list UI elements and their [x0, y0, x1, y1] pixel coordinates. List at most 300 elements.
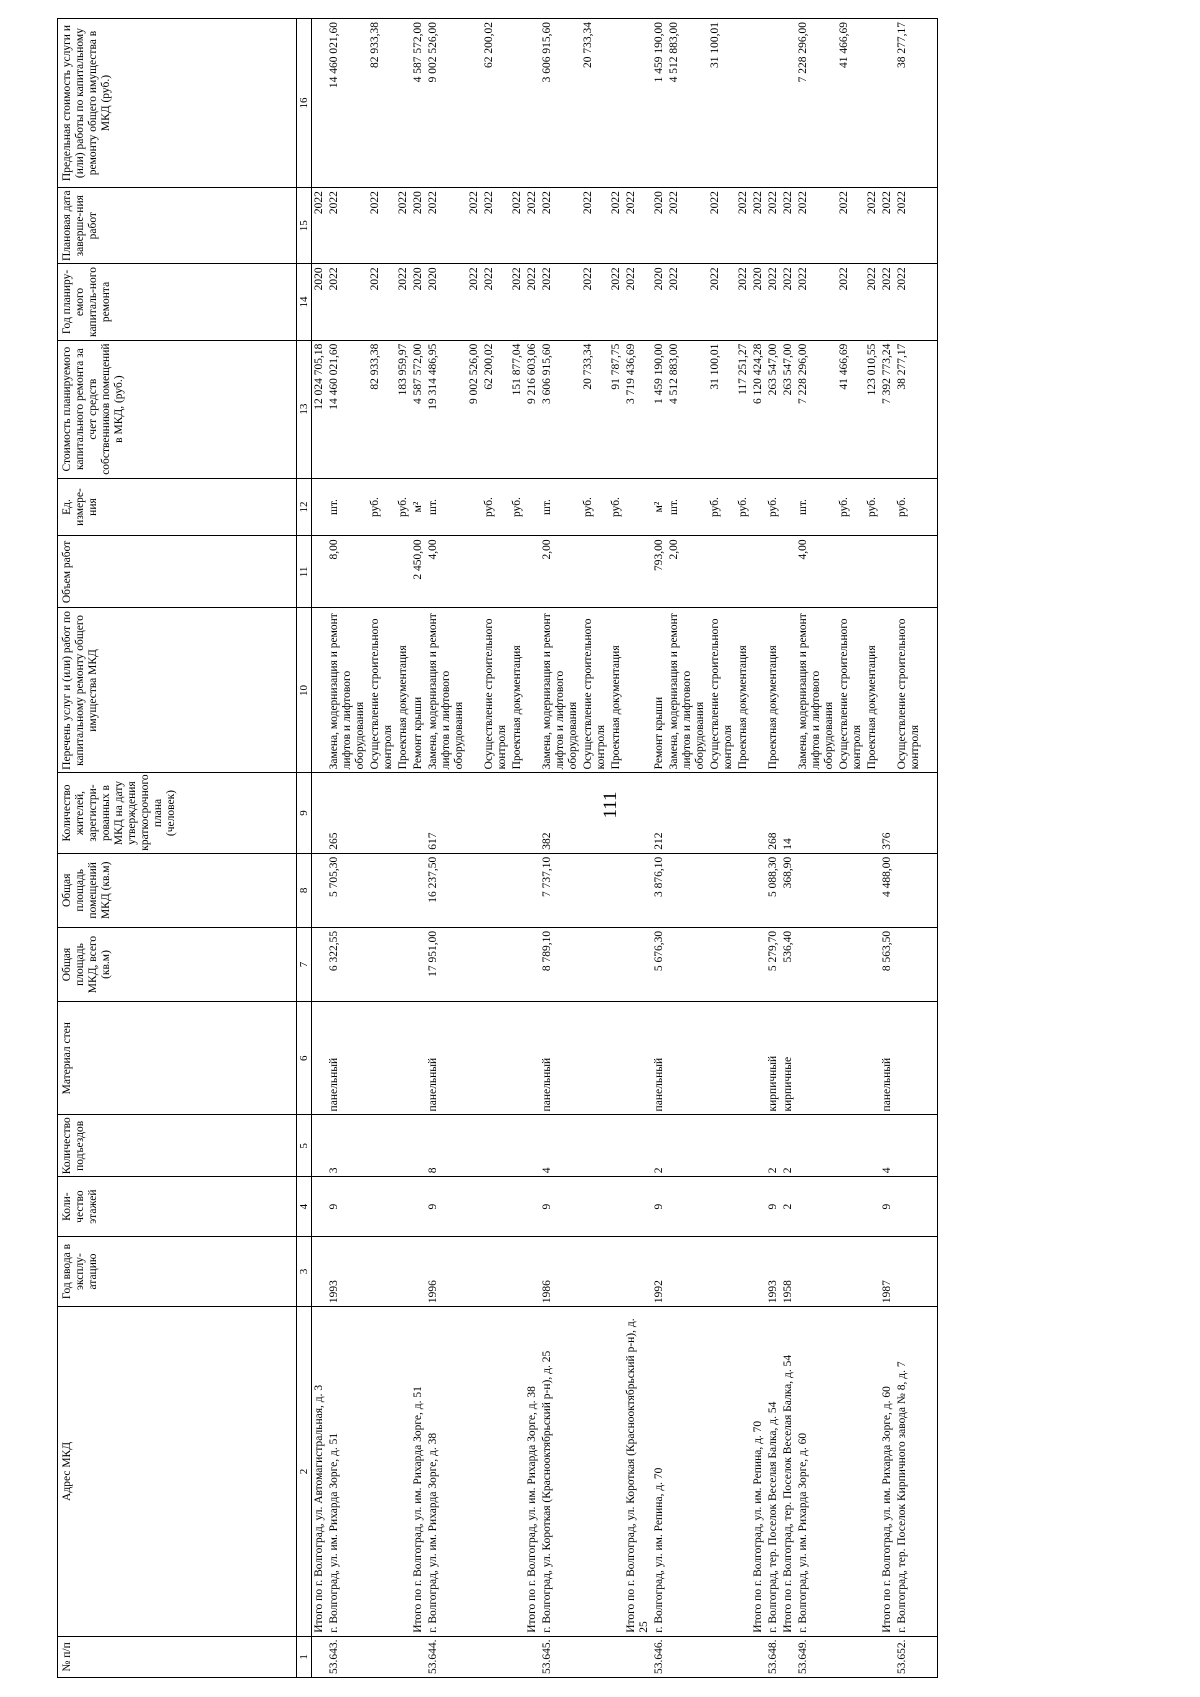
entrances-cell	[368, 1115, 396, 1177]
end-date-cell: 2022	[327, 188, 368, 264]
address-cell: г. Волгоград, ул. Короткая (Краснооктябрьский р-н), д. 25	[540, 1307, 581, 1637]
plan-year-cell: 2022	[895, 264, 923, 340]
volume-cell: 2,00	[667, 536, 708, 608]
rooms-area-cell: 5 088,30	[766, 853, 781, 927]
total-area-cell	[837, 927, 865, 1001]
residents-cell: 382	[540, 773, 581, 853]
header-cell: Коли-чество этажей	[58, 1177, 297, 1237]
floors-cell: 2	[781, 1177, 796, 1237]
wall-material-cell: панельный	[540, 1002, 581, 1115]
table-row	[708, 19, 736, 1678]
volume-cell	[510, 536, 525, 608]
end-date-cell: 2022	[667, 188, 708, 264]
work-type-cell	[312, 608, 328, 773]
row-number-cell	[624, 1636, 652, 1677]
total-area-cell	[525, 927, 540, 1001]
work-type-cell	[525, 608, 540, 773]
entrances-cell: 8	[426, 1115, 467, 1177]
volume-cell	[312, 536, 328, 608]
entrances-cell	[865, 1115, 880, 1177]
cost-cell: 151 877,04	[510, 340, 525, 478]
wall-material-cell	[865, 1002, 880, 1115]
table-row	[736, 19, 751, 1678]
row-number-cell	[667, 1636, 708, 1677]
address-cell	[396, 1307, 411, 1637]
volume-cell: 4,00	[796, 536, 837, 608]
address-cell	[368, 1307, 396, 1637]
unit-cell: руб.	[708, 478, 736, 536]
year-built-cell	[624, 1237, 652, 1307]
work-type-cell	[781, 608, 796, 773]
residents-cell: 212	[652, 773, 667, 853]
residents-cell: 265	[327, 773, 368, 853]
work-type-cell	[624, 608, 652, 773]
work-type-cell	[880, 608, 895, 773]
spacer-cell	[923, 853, 938, 927]
rooms-area-cell	[624, 853, 652, 927]
row-number-cell: 53.652.	[895, 1636, 923, 1677]
column-number: 6	[297, 1002, 312, 1115]
limit-cost-cell: 62 200,02	[482, 19, 510, 188]
table-row	[624, 19, 652, 1678]
wall-material-cell	[581, 1002, 609, 1115]
row-number-cell	[396, 1636, 411, 1677]
floors-cell	[865, 1177, 880, 1237]
unit-cell	[624, 478, 652, 536]
rooms-area-cell: 4 488,00	[880, 853, 895, 927]
year-built-cell: 1996	[426, 1237, 467, 1307]
row-number-cell	[482, 1636, 510, 1677]
wall-material-cell: кирпичные	[781, 1002, 796, 1115]
residents-cell	[751, 773, 766, 853]
rooms-area-cell	[667, 853, 708, 927]
table-row	[411, 19, 426, 1678]
header-cell: Предельная стоимость услуги и (или) работы по капитальному ремонту общего имущества в МКД (руб.)	[58, 19, 297, 188]
volume-cell	[482, 536, 510, 608]
cost-cell: 123 010,55	[865, 340, 880, 478]
plan-year-cell: 2020	[652, 264, 667, 340]
row-number-cell	[525, 1636, 540, 1677]
unit-cell	[751, 478, 766, 536]
spacer-cell	[923, 1307, 938, 1637]
spacer-cell	[923, 1636, 938, 1677]
plan-year-cell: 2020	[751, 264, 766, 340]
row-number-cell	[837, 1636, 865, 1677]
residents-cell	[467, 773, 482, 853]
year-built-cell	[751, 1237, 766, 1307]
residents-cell: 268	[766, 773, 781, 853]
limit-cost-cell: 38 277,17	[895, 19, 923, 188]
address-cell: г. Волгоград, ул. им. Рихарда Зорге, д. 60	[796, 1307, 837, 1637]
table-row	[652, 19, 667, 1678]
total-area-cell: 17 951,00	[426, 927, 467, 1001]
cost-cell: 12 024 705,18	[312, 340, 328, 478]
end-date-cell: 2022	[751, 188, 766, 264]
floors-cell: 9	[540, 1177, 581, 1237]
plan-year-cell: 2022	[510, 264, 525, 340]
limit-cost-cell	[880, 19, 895, 188]
unit-cell: руб.	[766, 478, 781, 536]
work-type-cell: Проектная документация	[510, 608, 525, 773]
unit-cell: руб.	[396, 478, 411, 536]
table-row	[525, 19, 540, 1678]
floors-cell	[751, 1177, 766, 1237]
limit-cost-cell: 20 733,34	[581, 19, 609, 188]
entrances-cell	[609, 1115, 624, 1177]
end-date-cell: 2022	[781, 188, 796, 264]
table-row	[796, 19, 837, 1678]
row-number-cell: 53.649.	[796, 1636, 837, 1677]
limit-cost-cell: 3 606 915,60	[540, 19, 581, 188]
header-cell: Перечень услуг и (или) работ по капитальному ремонту общего имущества МКД	[58, 608, 297, 773]
year-built-cell	[667, 1237, 708, 1307]
table-row	[327, 19, 368, 1678]
year-built-cell: 1993	[327, 1237, 368, 1307]
row-number-cell: 53.643.	[327, 1636, 368, 1677]
table-row	[667, 19, 708, 1678]
year-built-cell	[796, 1237, 837, 1307]
cost-cell: 1 459 190,00	[652, 340, 667, 478]
total-area-cell	[751, 927, 766, 1001]
volume-cell	[781, 536, 796, 608]
limit-cost-cell: 31 100,01	[708, 19, 736, 188]
row-number-cell	[865, 1636, 880, 1677]
address-cell: г. Волгоград, ул. им. Рихарда Зорге, д. 51	[327, 1307, 368, 1637]
header-cell: Ед. измере-ния	[58, 478, 297, 536]
table-row	[895, 19, 923, 1678]
volume-cell	[396, 536, 411, 608]
rooms-area-cell: 368,90	[781, 853, 796, 927]
rooms-area-cell: 7 737,10	[540, 853, 581, 927]
cost-cell: 20 733,34	[581, 340, 609, 478]
table-body	[312, 19, 938, 1678]
spacer-cell	[923, 1237, 938, 1307]
column-number: 3	[297, 1237, 312, 1307]
floors-cell	[895, 1177, 923, 1237]
end-date-cell: 2022	[510, 188, 525, 264]
unit-cell: шт.	[426, 478, 467, 536]
spacer-cell	[923, 1002, 938, 1115]
column-number: 4	[297, 1177, 312, 1237]
plan-year-cell: 2022	[467, 264, 482, 340]
residents-cell	[667, 773, 708, 853]
residents-cell	[837, 773, 865, 853]
floors-cell	[467, 1177, 482, 1237]
plan-year-cell: 2022	[609, 264, 624, 340]
wall-material-cell	[525, 1002, 540, 1115]
work-type-cell: Замена, модернизация и ремонт лифтов и лифтового оборудования	[667, 608, 708, 773]
spacer-cell	[923, 19, 938, 188]
rooms-area-cell	[368, 853, 396, 927]
volume-cell: 8,00	[327, 536, 368, 608]
rooms-area-cell	[609, 853, 624, 927]
header-cell: Стоимость планируемого капитального ремонта за счет средств собственников помещений в МКД, (руб.)	[58, 340, 297, 478]
table-row	[312, 19, 328, 1678]
header-cell: Количество подъездов	[58, 1115, 297, 1177]
address-cell: Итого по г. Волгоград, ул. им. Рихарда Зорге, д. 51	[411, 1307, 426, 1637]
year-built-cell	[482, 1237, 510, 1307]
total-area-cell	[667, 927, 708, 1001]
column-number: 14	[297, 264, 312, 340]
column-number: 1	[297, 1636, 312, 1677]
unit-cell: шт.	[540, 478, 581, 536]
work-type-cell: Осуществление строительного контроля	[581, 608, 609, 773]
residents-cell	[368, 773, 396, 853]
work-type-cell	[751, 608, 766, 773]
year-built-cell: 1992	[652, 1237, 667, 1307]
header-cell: Общая площадь помещений МКД (кв.м)	[58, 853, 297, 927]
cost-cell: 9 216 603,06	[525, 340, 540, 478]
volume-cell: 2 450,00	[411, 536, 426, 608]
row-number-cell	[510, 1636, 525, 1677]
table-row	[766, 19, 781, 1678]
unit-cell: руб.	[865, 478, 880, 536]
wall-material-cell	[411, 1002, 426, 1115]
entrances-cell: 2	[652, 1115, 667, 1177]
row-number-cell	[368, 1636, 396, 1677]
table-header	[58, 19, 312, 1678]
end-date-cell: 2022	[895, 188, 923, 264]
plan-year-cell: 2022	[368, 264, 396, 340]
year-built-cell	[467, 1237, 482, 1307]
column-number: 12	[297, 478, 312, 536]
volume-cell	[609, 536, 624, 608]
volume-cell	[751, 536, 766, 608]
unit-cell: шт.	[327, 478, 368, 536]
cost-cell: 263 547,00	[766, 340, 781, 478]
end-date-cell: 2022	[766, 188, 781, 264]
table-row	[540, 19, 581, 1678]
table-row	[510, 19, 525, 1678]
unit-cell: руб.	[581, 478, 609, 536]
entrances-cell	[796, 1115, 837, 1177]
row-number-cell	[781, 1636, 796, 1677]
floors-cell: 9	[652, 1177, 667, 1237]
plan-year-cell: 2022	[540, 264, 581, 340]
header-cell: Общая площадь МКД, всего (кв.м)	[58, 927, 297, 1001]
limit-cost-cell	[312, 19, 328, 188]
end-date-cell: 2022	[312, 188, 328, 264]
residents-cell: 376	[880, 773, 895, 853]
floors-cell	[396, 1177, 411, 1237]
rooms-area-cell	[895, 853, 923, 927]
unit-cell: руб.	[482, 478, 510, 536]
plan-year-cell: 2022	[667, 264, 708, 340]
total-area-cell	[467, 927, 482, 1001]
header-cell: Адрес МКД	[58, 1307, 297, 1637]
wall-material-cell	[751, 1002, 766, 1115]
page-number: 111	[600, 791, 621, 819]
residents-cell	[895, 773, 923, 853]
address-cell: г. Волгоград, ул. им. Рихарда Зорге, д. 38	[426, 1307, 467, 1637]
cost-cell: 19 314 486,95	[426, 340, 467, 478]
wall-material-cell	[837, 1002, 865, 1115]
unit-cell: шт.	[667, 478, 708, 536]
floors-cell	[368, 1177, 396, 1237]
rooms-area-cell	[525, 853, 540, 927]
end-date-cell: 2022	[609, 188, 624, 264]
limit-cost-cell: 82 933,38	[368, 19, 396, 188]
unit-cell	[781, 478, 796, 536]
year-built-cell	[895, 1237, 923, 1307]
limit-cost-cell	[865, 19, 880, 188]
end-date-cell: 2022	[581, 188, 609, 264]
address-cell: Итого по г. Волгоград, ул. им. Рихарда Зорге, д. 60	[880, 1307, 895, 1637]
end-date-cell: 2022	[708, 188, 736, 264]
volume-cell	[525, 536, 540, 608]
total-area-cell: 5 676,30	[652, 927, 667, 1001]
unit-cell: руб.	[368, 478, 396, 536]
address-cell	[510, 1307, 525, 1637]
end-date-cell: 2022	[880, 188, 895, 264]
entrances-cell	[581, 1115, 609, 1177]
residents-cell	[525, 773, 540, 853]
entrances-cell: 4	[540, 1115, 581, 1177]
cost-cell: 7 392 773,24	[880, 340, 895, 478]
end-date-cell: 2022	[525, 188, 540, 264]
rooms-area-cell	[865, 853, 880, 927]
unit-cell	[312, 478, 328, 536]
volume-cell	[581, 536, 609, 608]
unit-cell: м²	[411, 478, 426, 536]
column-number: 11	[297, 536, 312, 608]
floors-cell	[510, 1177, 525, 1237]
table-row	[396, 19, 411, 1678]
rooms-area-cell	[796, 853, 837, 927]
volume-cell	[467, 536, 482, 608]
year-built-cell: 1993	[766, 1237, 781, 1307]
limit-cost-cell	[624, 19, 652, 188]
residents-cell	[482, 773, 510, 853]
wall-material-cell	[396, 1002, 411, 1115]
floors-cell	[312, 1177, 328, 1237]
address-cell: г. Волгоград, ул. им. Репина, д. 70	[652, 1307, 667, 1637]
row-number-cell	[581, 1636, 609, 1677]
wall-material-cell: панельный	[880, 1002, 895, 1115]
wall-material-cell	[796, 1002, 837, 1115]
header-cell: Количество жителей, зарегистри-рованных в МКД на дату утверждения краткосрочного плана (человек)	[58, 773, 297, 853]
header-cell: № п/п	[58, 1636, 297, 1677]
cost-cell: 14 460 021,60	[327, 340, 368, 478]
plan-year-cell: 2022	[708, 264, 736, 340]
total-area-cell	[708, 927, 736, 1001]
cost-cell: 3 719 436,69	[624, 340, 652, 478]
unit-cell: руб.	[510, 478, 525, 536]
table-row	[751, 19, 766, 1678]
cost-cell: 62 200,02	[482, 340, 510, 478]
table-row	[482, 19, 510, 1678]
year-built-cell	[708, 1237, 736, 1307]
column-number: 5	[297, 1115, 312, 1177]
row-number-cell	[411, 1636, 426, 1677]
total-area-cell: 6 322,55	[327, 927, 368, 1001]
plan-year-cell: 2022	[766, 264, 781, 340]
cost-cell: 38 277,17	[895, 340, 923, 478]
rooms-area-cell: 5 705,30	[327, 853, 368, 927]
total-area-cell: 536,40	[781, 927, 796, 1001]
cost-cell: 117 251,27	[736, 340, 751, 478]
unit-cell: руб.	[736, 478, 751, 536]
unit-cell: руб.	[895, 478, 923, 536]
floors-cell	[411, 1177, 426, 1237]
table-row	[368, 19, 396, 1678]
header-cell: Объем работ	[58, 536, 297, 608]
volume-cell	[880, 536, 895, 608]
residents-cell	[624, 773, 652, 853]
plan-year-cell: 2022	[581, 264, 609, 340]
end-date-cell: 2022	[796, 188, 837, 264]
plan-year-cell: 2022	[781, 264, 796, 340]
floors-cell	[609, 1177, 624, 1237]
total-area-cell	[736, 927, 751, 1001]
work-type-cell: Замена, модернизация и ремонт лифтов и лифтового оборудования	[540, 608, 581, 773]
wall-material-cell	[708, 1002, 736, 1115]
spacer-cell	[923, 608, 938, 773]
entrances-cell	[837, 1115, 865, 1177]
rooms-area-cell	[312, 853, 328, 927]
address-cell: г. Волгоград, тер. Поселок Веселая Балка, д. 54	[766, 1307, 781, 1637]
spacer-cell	[923, 536, 938, 608]
spacer-cell	[923, 188, 938, 264]
rooms-area-cell	[708, 853, 736, 927]
wall-material-cell	[609, 1002, 624, 1115]
table-row	[581, 19, 609, 1678]
cost-cell: 9 002 526,00	[467, 340, 482, 478]
header-cell: Материал стен	[58, 1002, 297, 1115]
limit-cost-cell: 41 466,69	[837, 19, 865, 188]
total-area-cell	[865, 927, 880, 1001]
total-area-cell	[411, 927, 426, 1001]
residents-cell	[708, 773, 736, 853]
floors-cell	[525, 1177, 540, 1237]
address-cell	[736, 1307, 751, 1637]
entrances-cell	[467, 1115, 482, 1177]
rooms-area-cell: 3 876,10	[652, 853, 667, 927]
cost-cell: 31 100,01	[708, 340, 736, 478]
limit-cost-cell	[525, 19, 540, 188]
total-area-cell	[895, 927, 923, 1001]
wall-material-cell	[467, 1002, 482, 1115]
entrances-cell	[396, 1115, 411, 1177]
address-cell	[708, 1307, 736, 1637]
cost-cell: 4 512 883,00	[667, 340, 708, 478]
row-number-cell	[751, 1636, 766, 1677]
year-built-cell	[312, 1237, 328, 1307]
address-cell: г. Волгоград, тер. Поселок Кирпичного завода № 8, д. 7	[895, 1307, 923, 1637]
entrances-cell	[667, 1115, 708, 1177]
address-cell	[482, 1307, 510, 1637]
volume-cell	[837, 536, 865, 608]
cost-cell: 91 787,75	[609, 340, 624, 478]
wall-material-cell	[736, 1002, 751, 1115]
total-area-cell	[368, 927, 396, 1001]
residents-cell	[312, 773, 328, 853]
column-number: 8	[297, 853, 312, 927]
work-type-cell: Осуществление строительного контроля	[482, 608, 510, 773]
entrances-cell: 3	[327, 1115, 368, 1177]
address-cell	[837, 1307, 865, 1637]
address-cell: Итого по г. Волгоград, тер. Поселок Веселая Балка, д. 54	[781, 1307, 796, 1637]
entrances-cell	[510, 1115, 525, 1177]
header-cell: Год планиру-емого капиталь-ного ремонта	[58, 264, 297, 340]
wall-material-cell: панельный	[652, 1002, 667, 1115]
floors-cell: 9	[426, 1177, 467, 1237]
row-number-cell	[736, 1636, 751, 1677]
floors-cell	[736, 1177, 751, 1237]
year-built-cell	[396, 1237, 411, 1307]
limit-cost-cell	[766, 19, 781, 188]
year-built-cell	[736, 1237, 751, 1307]
